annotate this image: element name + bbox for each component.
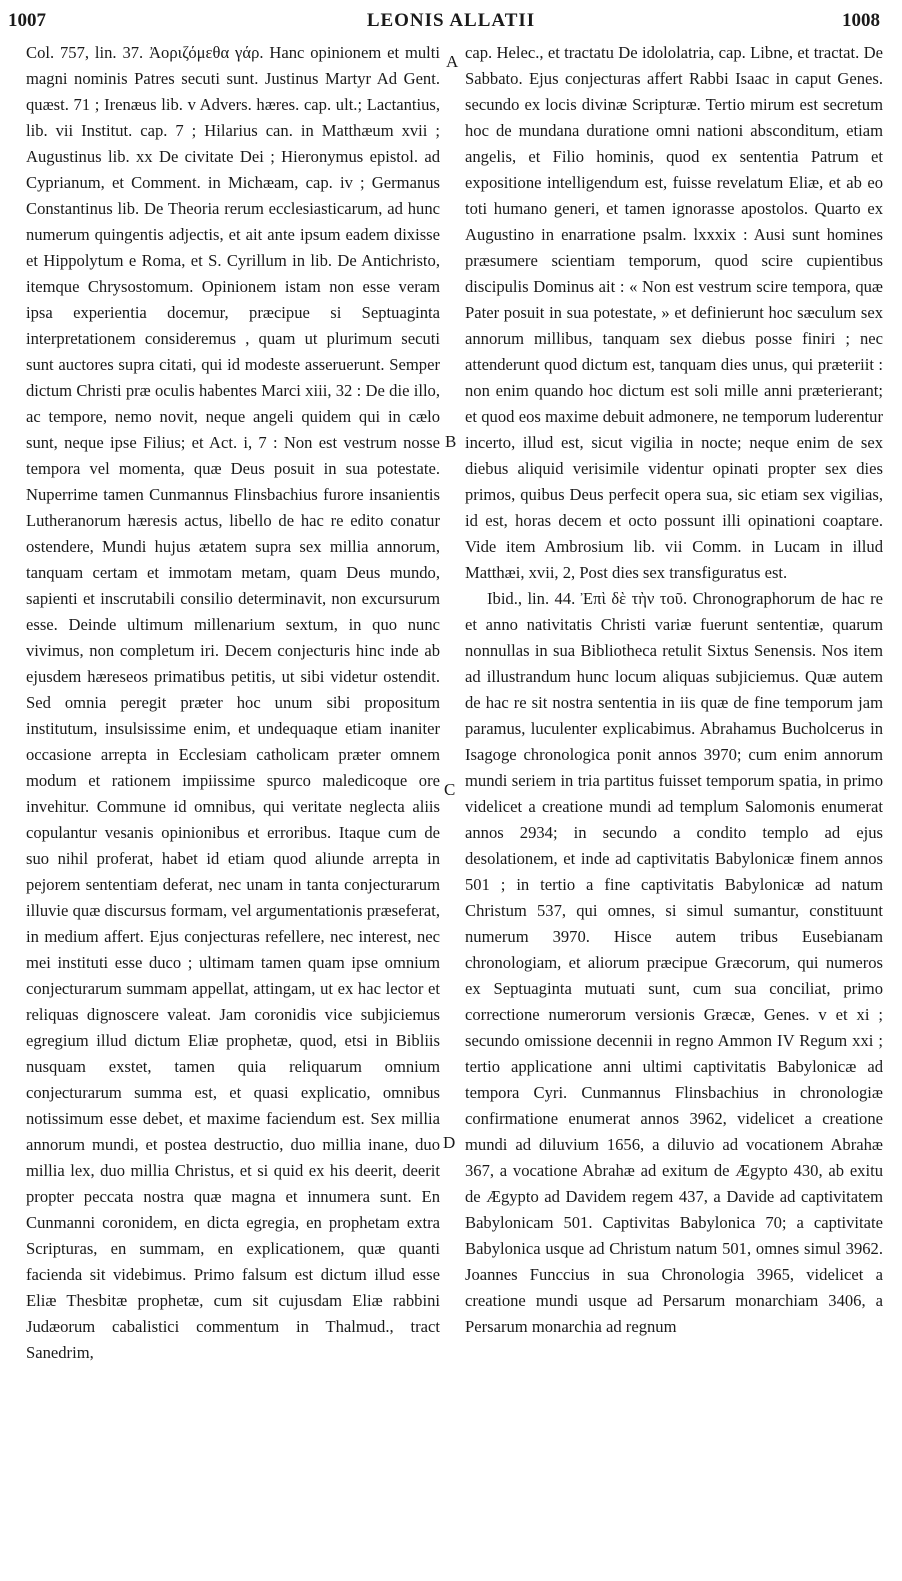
right-page-number: 1008 [842, 10, 880, 31]
margin-marker-d: D [443, 1133, 456, 1152]
left-column [26, 40, 440, 1366]
paragraph: cap. Helec., et tractatu De idololatria, cap. Libne, et tractat. De Sabbato. Ejus conjecturas affert Rabbi Isaac in caput Genes. secundo ex locis divinæ Scripturæ. Tertio mirum est secretum hoc de mundana duratione omni nationi absconditum, etiam angelis, et Filio hominis, quod ex sententia Patrum et expositione intelligendum est, fuisse revelatum Eliæ, et ab eo toti humano generi, et tamen ignorasse apostolos. Quarto ex Augustino in enarratione psalm. lxxxix : Ausi sunt homines præsumere scientiam temporum, quod scire cupientibus discipulis Dominus ait : « Non est vestrum scire tempora, quæ Pater posuit in sua potestate, » et definierunt hoc sæculum sex annorum millibus, tanquam sex diebus posse finiri ; nec attenderunt quod dictum est, tanquam dies unus, qui præteriit : non enim quando hoc dictum est soli mille anni præterierant; et quod eos maxime debuit admonere, ne temporum luderentur incerto, illud est, sicut vigilia in nocte; neque enim de sex diebus aliquid verisimile videntur opinati propter sex dies primos, quibus Deus perfecit opera sua, sic etiam sex vigilias, id est, horas decem et octo possunt illi opinationi coaptare. Vide item Ambrosium lib. vii Comm. in Lucam in illud Matthæi, xvii, 2, Post dies sex transfiguratus est. [465, 43, 883, 582]
margin-marker-c: C [444, 780, 456, 799]
paragraph: Ibid., lin. 44. Ἐπὶ δὲ τὴν τοῦ. Chronographorum de hac re et anno nativitatis Christi variæ fuerunt sententiæ, quarum nonnullas in sua Bibliotheca retulit Sixtus Senensis. Nos item ad illustrandum hunc locum aliquas subjiciemus. Quæ autem de hac re sit nostra sententia in iis quæ de fine temporum jam paramus, luculenter explicabimus. Abrahamus Bucholcerus in Isagoge chronologica ponit annos 3970; cum enim annorum mundi seriem in tria partitus fuisset temporum spatia, in primo videlicet a creatione mundi ad templum Salomonis enumerat annos 2934; in secundo a condito templo ad ejus desolationem, et inde ad captivitatis Babylonicæ finem annos 501 ; in tertio a fine captivitatis Babylonicæ ad natum Christum 537, qui omnes, si simul sumantur, constituunt numerum 3970. Hisce autem tribus Eusebianam chronologiam, et aliorum præcipue Græcorum, qui numeros ex Septuaginta mutuati sunt, cum sua conciliat, primo correctione numerorum versionis Græcæ, Genes. v et xi ; secundo omissione decennii in regno Ammon IV Regum xxi ; tertio applicatione anni ultimi captivitatis Babylonicæ ad tempora Cyri. Cunmannus Flinsbachius in chronologiæ confirmatione enumerat annos 3962, videlicet a creatione mundi ad diluvium 1656, a diluvio ad vocationem Abrahæ 367, a vocatione Abrahæ ad exitum de Ægypto 430, ab exitu de Ægypto ad Davidem regem 437, a Davide ad captivitatem Babylonicam 501. Captivitas Babylonica 70; a captivitate Babylonica usque ad Christum natum 501, omnes simul 3962. Joannes Funccius in sua Chronologia 3965, videlicet a creatione mundi usque ad Persarum monarchiam 3406, a Persarum monarchia ad regnum [465, 589, 883, 1336]
paragraph: Col. 757, lin. 37. Ἀοριζόμεθα γάρ. Hanc opinionem et multi magni nominis Patres secuti sunt. Justinus Martyr Ad Gent. quæst. 71 ; Irenæus lib. v Advers. hæres. cap. ult.; Lactantius, lib. vii Institut. cap. 7 ; Hilarius can. in Matthæum xvii ; Augustinus lib. xx De civitate Dei ; Hieronymus epistol. ad Cyprianum, et Comment. in Michæam, cap. iv ; Germanus Constantinus lib. De Theoria rerum ecclesiasticarum, ad hunc numerum quingentis adjectis, et ait ante ipsum eadem dixisse et Hippolytum e Roma, et S. Cyrillum in lib. De Antichristo, itemque Chrysostomum. Opinionem istam non esse veram ipsa experientia docemur, præcipue si Septuaginta interpretationem consideremus , quam ut plurimum secuti sunt auctores supra citati, qui id modeste asseruerunt. Semper dictum Christi præ oculis habentes Marci xiii, 32 : De die illo, ac tempore, nemo novit, neque angeli quidem qui in cælo sunt, neque ipse Filius; et Act. i, 7 : Non est vestrum nosse tempora vel momenta, quæ Deus posuit in sua potestate. Nuperrime tamen Cunmannus Flinsbachius furore insanientis Lutheranorum hæresis actus, libello de hac re edito conatur ostendere, Mundi hujus ætatem supra sex millia annorum, tanquam certam et immotam metam, quam Deus mundo, sapienti et inscrutabili consilio determinavit, non excursurum esse. Deinde ultimum millenarium sextum, in quo nunc vivimus, non completum iri. Decem conjecturis hinc inde ab ejusdem hæreseos primatibus petitis, ut sibi videtur ostendit. Sed omnia peregit præter hoc unum sibi propositum institutum, insulsissime enim, et undequaque etiam inaniter occasione arrepta in Ecclesiam catholicam præter omnem modum et rationem impiissime spurco maledicoque ore invehitur. Commune id omnibus, qui veritate neglecta aliis copulantur vesanis opinionibus et erroribus. Itaque cum de suo nihil proferat, habet id etiam quod aliunde arrepta in pejorem sententiam deferat, nec unam in tanta conjecturarum illuvie quæ discursus formam, vel argumentationis præseferat, in medium affert. Ejus conjecturas refellere, nec interest, nec mei instituti esse duco ; ultimam tamen quam ipse omnium conjecturarum summam appellat, attingam, ut ex hac lector et reliquas dignoscere valeat. Jam coronidis vice subjiciemus egregium illud dictum Eliæ prophetæ, quod, etsi in Bibliis nusquam exstet, tamen quia reliquarum omnium conjecturarum summa est, et quasi explicatio, omnibus notissimum esse debet, et maxime faciendum est. Sex millia annorum mundi, et postea destructio, duo millia inane, duo millia lex, duo millia Christus, et si quid ex his deerit, deerit propter peccata nostra quæ magna et innumera sunt. En Cunmanni coronidem, en dicta egregia, en prophetam extra Scripturas, en summam, en explicationem, quæ quanti facienda sit videbimus. Primo falsum est dictum illud esse Eliæ Thesbitæ prophetæ, cum sit cujusdam Eliæ rabbini Judæorum cabalistici commentum in Thalmud., tract Sanedrim, [26, 43, 440, 1362]
margin-marker-a: A [446, 52, 459, 71]
margin-marker-b: B [445, 432, 457, 451]
right-column [465, 40, 883, 1340]
running-title: LEONIS ALLATII [366, 10, 536, 31]
left-page-number: 1007 [8, 10, 46, 31]
page-header [0, 4, 902, 34]
